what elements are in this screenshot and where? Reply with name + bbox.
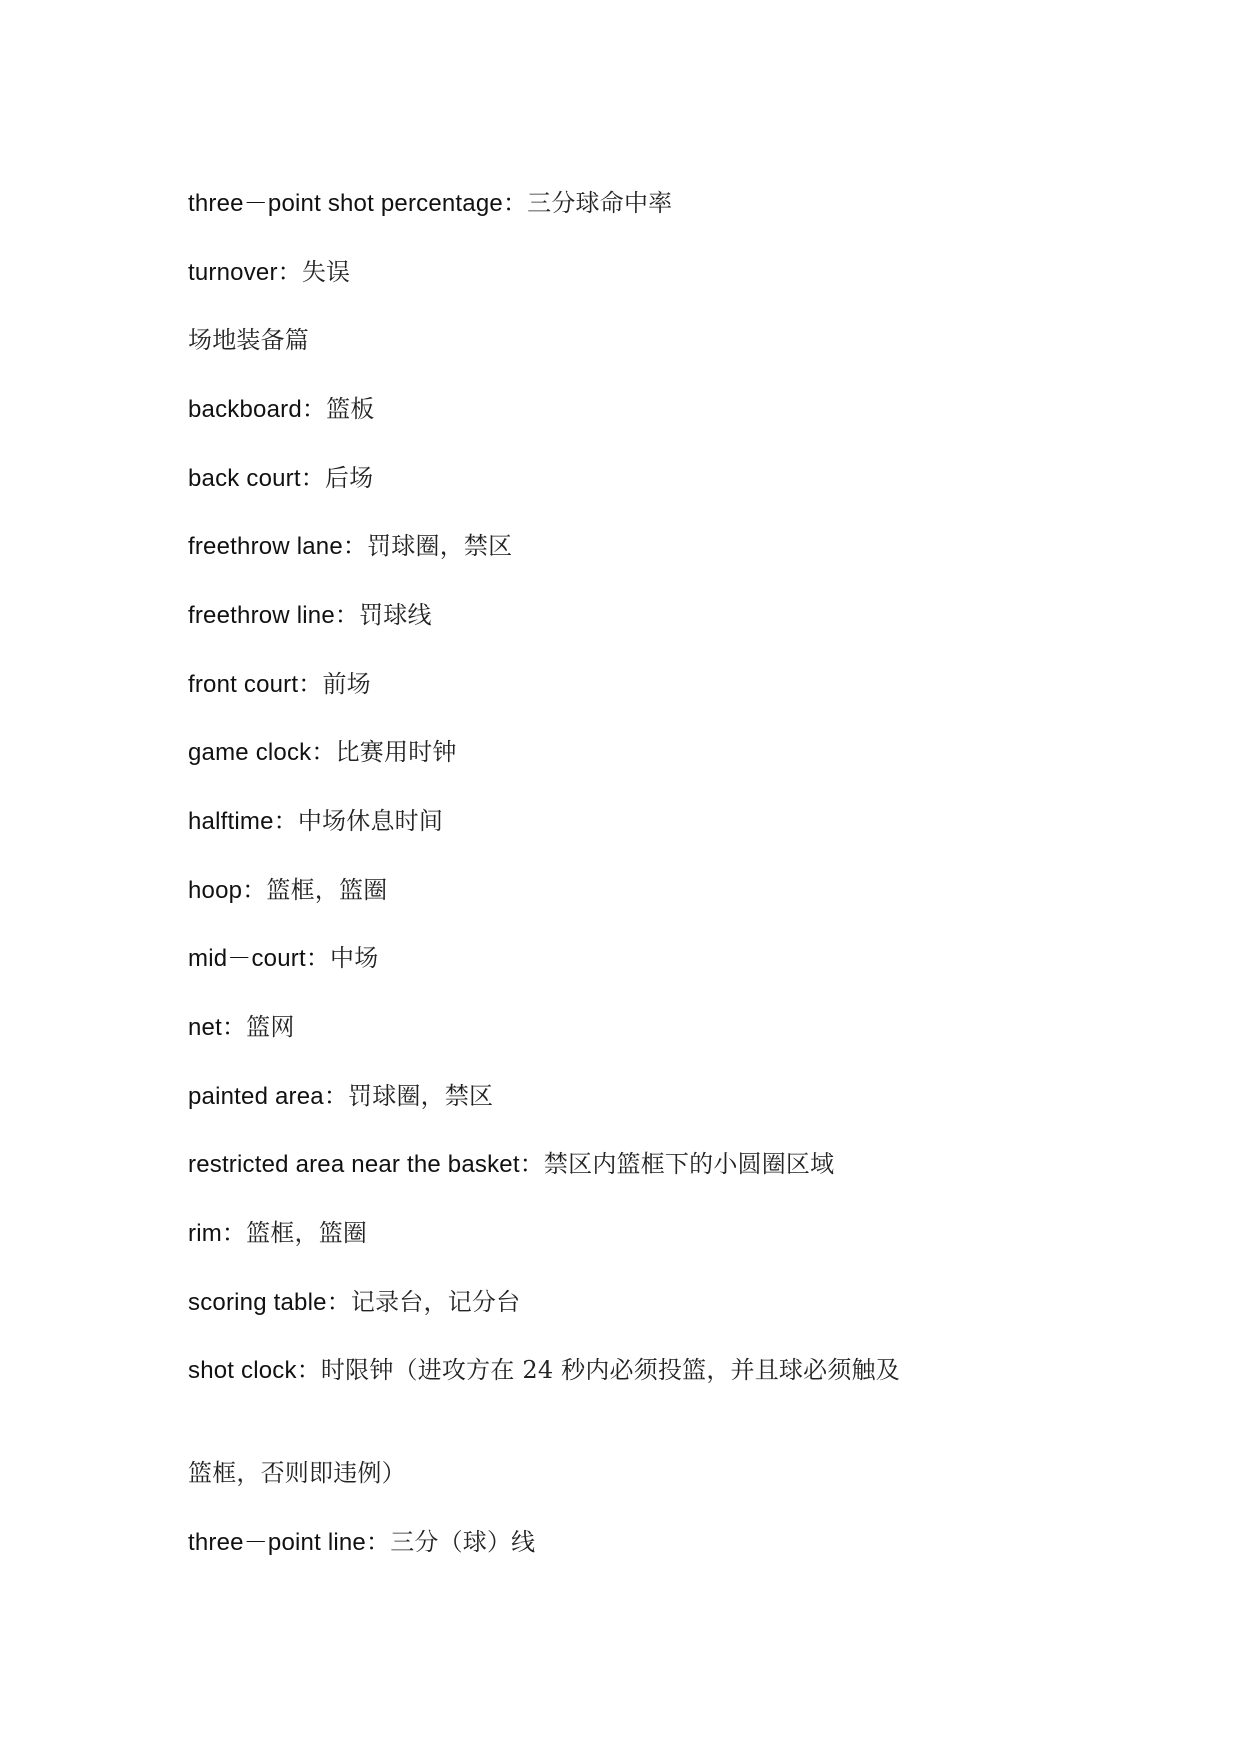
entry-separator: ： [221,1014,247,1041]
entry-separator: ： [342,533,368,560]
entry-shot-clock-continuation: 篮框，否则即违例） [188,1459,406,1487]
entry-back-court [188,463,373,494]
entry-separator: ： [242,877,267,904]
entry-term: painted area [188,1083,324,1110]
entry-separator: ： [300,465,325,492]
entry-definition: 罚球圈，禁区 [367,532,513,560]
entry-term: freethrow line [188,602,335,629]
entry-mid-court [188,943,378,974]
entry-separator: ： [305,945,331,972]
entry-separator: ： [298,671,323,698]
entry-front-court [188,669,371,700]
entry-separator: ： [301,396,327,423]
entry-three-point-line [188,1527,535,1558]
entry-separator: ： [519,1151,544,1178]
entry-scoring-table [188,1287,520,1318]
entry-definition: 篮框，篮圈 [266,876,388,904]
entry-definition: 中场 [330,944,379,972]
entry-term: net [188,1014,222,1041]
entry-definition: 罚球圈，禁区 [348,1082,494,1110]
entry-game-clock [188,737,457,768]
entry-painted-area [188,1081,493,1112]
entry-separator: ： [296,1357,321,1384]
entry-definition: 篮板 [326,395,375,423]
entry-separator: ： [277,259,302,286]
entry-definition: 记录台，记分台 [350,1288,521,1316]
entry-freethrow-line [188,600,432,631]
entry-halftime [188,806,443,837]
entry-separator: ： [365,1529,391,1556]
entry-term: front court [188,671,299,698]
entry-term: freethrow lane [188,533,343,560]
entry-definition: 比赛用时钟 [335,738,457,766]
entry-turnover [188,257,350,288]
entry-separator: ： [221,1220,247,1247]
entry-shot-clock [188,1355,900,1386]
entry-term: three－point shot percentage [188,190,503,217]
entry-definition: 篮框，篮圈 [246,1219,368,1247]
entry-separator: ： [326,1289,351,1316]
entry-separator: ： [502,190,528,217]
entry-term: three－point line [188,1529,366,1556]
entry-definition: 禁区内篮框下的小圆圈区域 [543,1150,835,1178]
entry-term: turnover [188,259,278,286]
entry-term: rim [188,1220,222,1247]
entry-definition: 时限钟（进攻方在 24 秒内必须投篮，并且球必须触及 [320,1356,900,1384]
entry-term: hoop [188,877,243,904]
entry-term: scoring table [188,1289,327,1316]
entry-definition: 中场休息时间 [297,807,444,835]
section-heading-venue-equipment: 场地装备篇 [188,326,309,354]
entry-term: restricted area near the basket [188,1151,520,1178]
entry-three-point-shot-percentage [188,188,672,219]
entry-definition: 三分（球）线 [390,1528,536,1556]
entry-separator: ： [311,739,336,766]
entry-definition: 罚球线 [359,601,432,629]
entry-term: shot clock [188,1357,297,1384]
entry-term: game clock [188,739,312,766]
entry-freethrow-lane [188,531,512,562]
entry-definition: 后场 [324,464,374,492]
entry-definition: 三分球命中率 [527,189,673,217]
entry-net [188,1012,295,1043]
entry-rim [188,1218,367,1249]
entry-term: back court [188,465,301,492]
entry-hoop [188,875,387,906]
entry-term: halftime [188,808,274,835]
entry-separator: ： [323,1083,349,1110]
entry-definition: 失误 [301,258,351,286]
entry-definition: 前场 [322,670,371,698]
entry-separator: ： [273,808,298,835]
entry-term: mid－court [188,945,306,972]
entry-backboard [188,394,375,425]
entry-definition: 篮网 [246,1013,295,1041]
entry-separator: ： [334,602,360,629]
entry-restricted-area [188,1149,834,1180]
entry-term: backboard [188,396,302,423]
